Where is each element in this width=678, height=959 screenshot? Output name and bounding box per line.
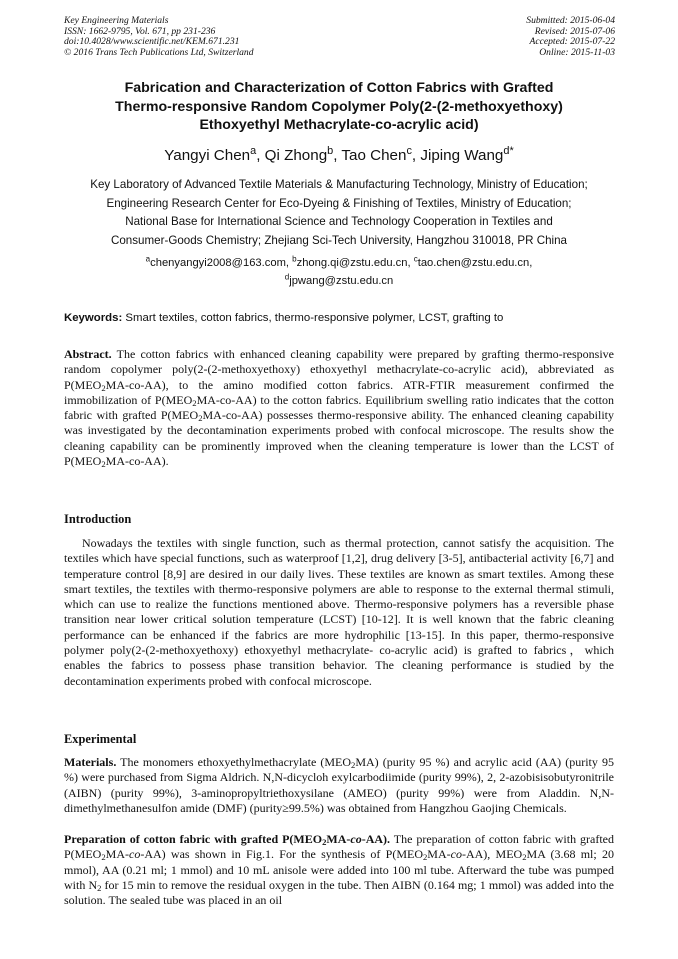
email-mark: b: [292, 254, 297, 264]
abstract-label: Abstract.: [64, 347, 112, 361]
label-text: Preparation of cotton fabric with grafted P(MEO: [64, 832, 323, 846]
preparation-text: MA (3.68 ml; 20 mmol), AA (0.21 ml; 1 mmol) and 10 mL anisole were added into 100 ml tube. Afterward the tube was pumped with N: [64, 847, 614, 892]
abstract-text: MA-co-AA), to the amino modified cotton fabrics. ATR-FTIR measurement confirmed the immobilization of P(MEO: [64, 377, 614, 407]
author-separator: ,: [256, 147, 265, 164]
subscript: 2: [97, 883, 102, 894]
date-accepted: Accepted: 2015-07-22: [529, 36, 615, 48]
preparation-text: MA-: [427, 847, 451, 862]
title-line: Thermo-responsive Random Copolymer Poly(2-(2-methoxyethoxy): [115, 98, 563, 115]
affiliation-line: Key Laboratory of Advanced Textile Materials & Manufacturing Technology, Ministry of Education;: [90, 178, 588, 191]
materials-text: MA) (purity 95 %) and acrylic acid (AA) (purity 95 %) were purchased from Sigma Aldrich. N,N-dicycloh exylcarbodiimide (purity 99%), 2, 2-azobisisobutyronitrile (AIBN) (purity 99%), 3-aminopropyltriethoxysilane (AMEO) (purity 99%) were from Aladdin. N,N- dimethylmethanesulfon amide (DMF) (purity≥99.5%) was obtained from Hangzhou Gaojing Chemicals.: [64, 755, 614, 815]
preparation-text: for 15 min to remove the residual oxygen in the tube. Then AIBN (0.164 mg; 1 mmol) was added into the solution. The sealed tube was placed in an oil: [64, 877, 614, 908]
author-separator: ,: [333, 147, 342, 164]
dates-header: [526, 16, 615, 58]
author-affil-mark: a: [250, 144, 257, 157]
author-affil-mark: c: [406, 144, 412, 157]
author-emails: [40, 254, 638, 290]
preparation-text: MA-: [105, 847, 129, 862]
email-address[interactable]: chenyangyi2008@163.com,: [150, 257, 293, 269]
subscript: 2: [192, 398, 197, 409]
preparation-section: [64, 832, 614, 908]
paper-title: [40, 79, 638, 135]
author-name: Yangyi Chen: [164, 147, 251, 164]
journal-copyright: © 2016 Trans Tech Publications Ltd, Switzerland: [64, 46, 254, 58]
affiliations: [40, 176, 638, 250]
introduction-paragraph: Nowadays the textiles with single function, such as thermal protection, cannot satisfy the acquisition. The textiles which have special functions, such as waterproof [1,2], drug delivery [3-5], antibacterial activity [6,7] and temperature control [8,9] are desired in our daily lives. These textiles are known as smart textiles. Among these smart textiles, the textiles with thermo-responsive polymers are able to response to the external thermal stimuli, which can use to realize the functions mentioned above. Thermo-responsive polymers has a reversible phase transition near lower critical solution temperature (LCST) [10-12]. It is well known that the fabric cleaning performance can be enhanced if the fabrics are more hydrophilic [13-15]. In this paper, thermo-responsive polymer poly(2-(2-methoxyethoxy) ethoxyethyl methacrylate- co-acrylic acid) is grafted to fabrics，which enables the fabrics to possess phase transition behavior. The cleaning performance is studied by the decontamination experiments probed with confocal microscope.: [64, 536, 614, 688]
date-submitted: Submitted: 2015-06-04: [526, 15, 615, 26]
affiliation-line: Engineering Research Center for Eco-Dyeing & Finishing of Textiles, Ministry of Education;: [106, 196, 572, 210]
email-mark: c: [413, 254, 418, 264]
preparation-label: [64, 832, 390, 846]
italic-text: co: [450, 847, 462, 862]
introduction-body: [64, 536, 614, 689]
email-address[interactable]: zhong.qi@zstu.edu.cn,: [296, 257, 414, 269]
materials-text: The monomers ethoxyethylmethacrylate (MEO: [116, 755, 352, 769]
abstract: [64, 347, 614, 469]
title-line: Ethoxyethyl Methacrylate-co-acrylic acid): [199, 117, 479, 133]
keywords-text: Smart textiles, cotton fabrics, thermo-responsive polymer, LCST, grafting to: [122, 312, 504, 324]
abstract-paragraph: [64, 347, 614, 469]
affiliation-line: National Base for International Science and Technology Cooperation in Textiles and: [125, 215, 553, 229]
abstract-text: MA-co-AA) to the cotton fabrics. Equilibrium swelling ratio indicates that the cotton fabric with grafted P(MEO: [64, 392, 614, 423]
materials-paragraph: [64, 755, 614, 816]
author-name: Jiping Wang: [420, 147, 504, 164]
subscript: 2: [422, 852, 428, 863]
subscript: 2: [351, 760, 356, 771]
title-line: Fabrication and Characterization of Cotton Fabrics with Grafted: [124, 80, 554, 96]
author-name: Qi Zhong: [264, 147, 328, 164]
preparation-text: -AA), MEO: [461, 847, 523, 862]
subscript: 2: [198, 413, 203, 424]
email-address[interactable]: tao.chen@zstu.edu.cn,: [417, 257, 533, 269]
label-text: MA-: [326, 832, 351, 846]
journal-name: Key Engineering Materials: [64, 15, 169, 26]
author-affil-mark: d*: [503, 144, 514, 157]
materials-label: Materials.: [64, 755, 117, 769]
email-mark: d: [284, 272, 290, 282]
journal-doi[interactable]: doi:10.4028/www.scientific.net/KEM.671.231: [64, 36, 240, 48]
subscript: 2: [522, 852, 527, 863]
experimental-heading: Experimental: [64, 732, 137, 746]
date-online: Online: 2015-11-03: [539, 46, 615, 58]
subscript: 2: [322, 837, 327, 848]
italic-text: co: [129, 847, 141, 862]
label-italic: co: [350, 832, 362, 846]
abstract-text: MA-co-AA).: [105, 454, 169, 469]
affiliation-line: Consumer-Goods Chemistry; Zhejiang Sci-Tech University, Hangzhou 310018, PR China: [110, 233, 567, 247]
author-separator: ,: [411, 147, 421, 164]
keywords: [64, 311, 624, 325]
introduction-heading: Introduction: [64, 512, 132, 526]
author-affil-mark: b: [327, 144, 334, 157]
author-list: [40, 146, 638, 166]
preparation-text: The preparation of cotton fabric with grafted P(MEO: [64, 832, 614, 862]
label-text: -AA).: [361, 832, 391, 846]
preparation-text: -AA) was shown in Fig.1. For the synthesis of P(MEO: [140, 847, 423, 862]
email-line: [40, 272, 638, 290]
abstract-text: The cotton fabrics with enhanced cleaning capability were prepared by grafting thermo-responsive random copolymer poly(2-(2-methoxyethoxy) ethoxyethyl methacrylate-co-acrylic acid), abbreviated as P(MEO: [64, 347, 614, 392]
subscript: 2: [101, 852, 106, 863]
email-line: [40, 254, 638, 272]
subscript: 2: [101, 459, 106, 470]
preparation-paragraph: [64, 832, 614, 908]
materials-section: [64, 755, 614, 816]
email-mark: a: [145, 254, 151, 264]
keywords-label: Keywords:: [64, 312, 123, 324]
abstract-text: MA-co-AA) possesses thermo-responsive ability. The enhanced cleaning capability was investigated by the decontamination experiments probed with confocal microscope. The results show the cleaning capability can be prominently improved when the cleaning temperature is lower than the LCST of P(MEO: [64, 408, 614, 469]
email-address[interactable]: jpwang@zstu.edu.cn: [289, 275, 394, 287]
date-revised: Revised: 2015-07-06: [534, 25, 615, 37]
subscript: 2: [101, 382, 106, 393]
author-name: Tao Chen: [341, 147, 407, 164]
journal-header: [64, 16, 254, 58]
journal-issn: ISSN: 1662-9795, Vol. 671, pp 231-236: [64, 25, 216, 37]
